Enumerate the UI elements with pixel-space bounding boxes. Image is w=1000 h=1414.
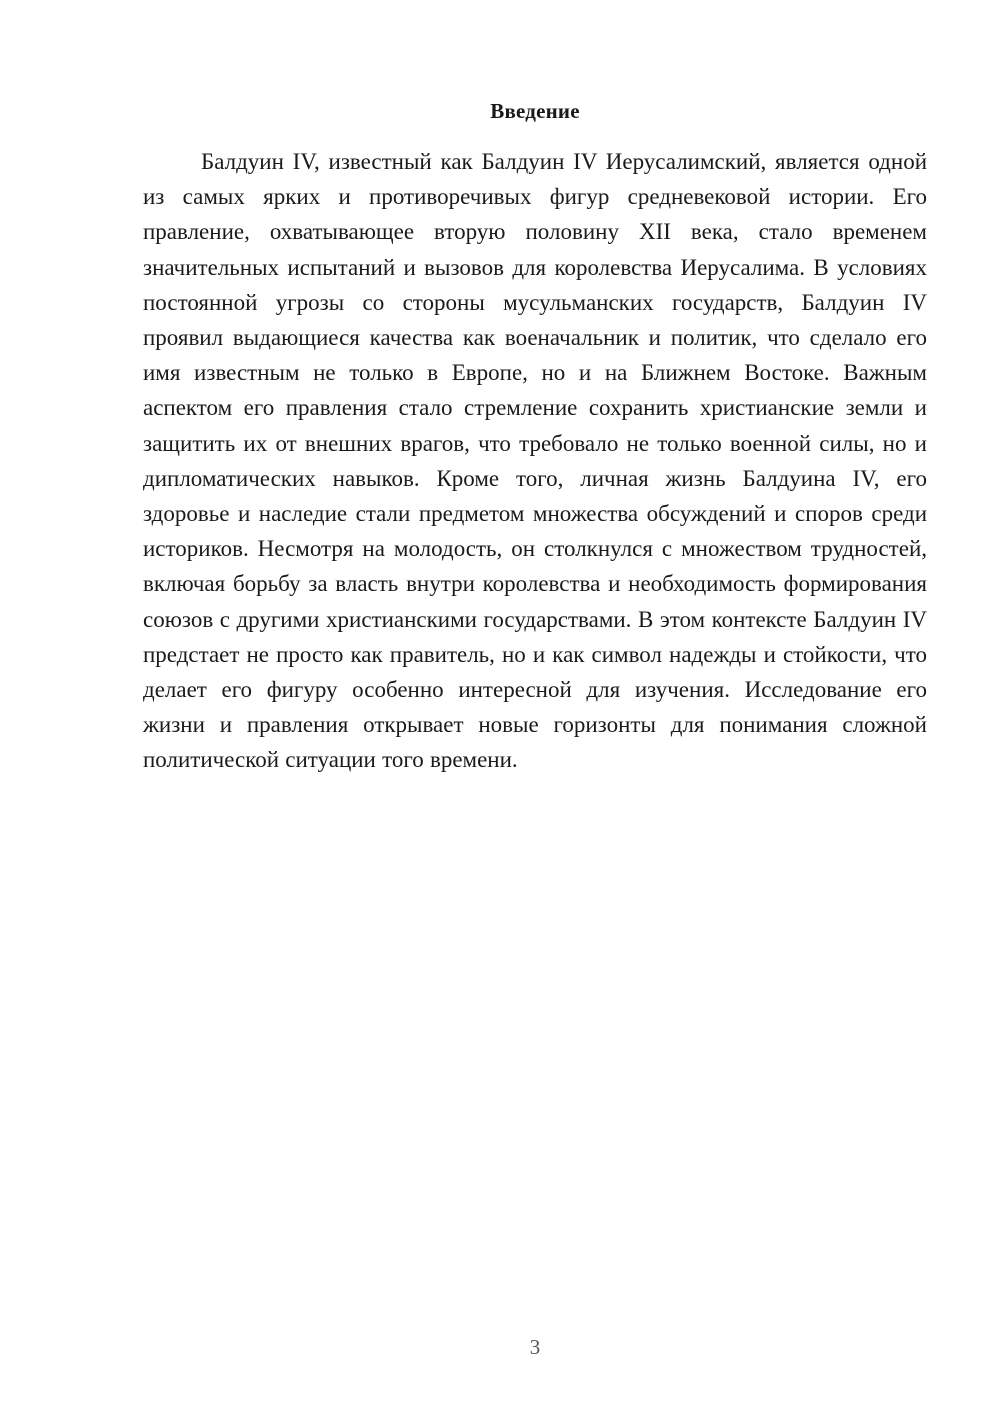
page-number: 3 [529,1335,541,1359]
body-paragraph: Балдуин IV, известный как Балдуин IV Иерусалимский, является одной из самых ярких и противоречивых фигур средневековой истории. Его правление, охватывающее вторую половину XII века, стало временем значительных испытаний и вызовов для королевства Иерусалима. В условиях постоянной угрозы со стороны мусульманских государств, Балдуин IV проявил выдающиеся качества как военачальник и политик, что сделало его имя известным не только в Европе, но и на Ближнем Востоке. Важным аспектом его правления стало стремление сохранить христианские земли и защитить их от внешних врагов, что требовало не только военной силы, но и дипломатических навыков. Кроме того, личная жизнь Балдуина IV, его здоровье и наследие стали предметом множества обсуждений и споров среди историков. Несмотря на молодость, он столкнулся с множеством трудностей, включая борьбу за власть внутри королевства и необходимость формирования союзов с другими христианскими государствами. В этом контексте Балдуин IV предстает не просто как правитель, но и как символ надежды и стойкости, что делает его фигуру особенно интересной для изучения. Исследование его жизни и правления открывает новые горизонты для понимания сложной политической ситуации того времени. [143,149,927,773]
section-heading: Введение [490,99,580,123]
